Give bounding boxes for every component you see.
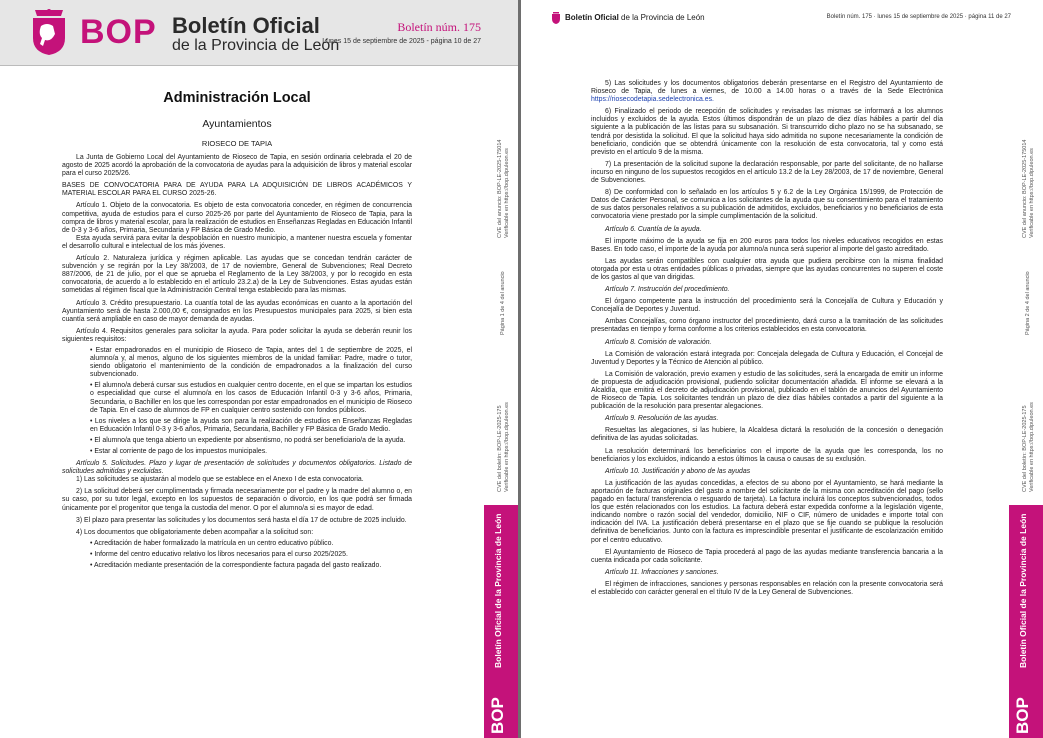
article-9-title: Artículo 9. Resolución de las ayudas. bbox=[605, 415, 719, 423]
sede-electronica-link[interactable]: https://riosecodetapia.sedelectronica.es. bbox=[591, 96, 714, 104]
article-5-item-6: 6) Finalizado el periodo de recepción de solicitudes y revisadas las mismas se informará a los alumnos incluidos y excluidos de la ayuda. Estos últimos dispondrán de un plazo de diez días hábiles a partir del día siguiente a la publicación de las listas para su subsanación. Si transcurrido dicho plazo no se ha subsanado, se tendrá por desistida la solicitud. El que la solicitud haya sido admitida no supone necesariamente la condición de beneficiario, condición que se obtendrá únicamente con la resolución de esta convocatoria, tal y como está previsto en el artículo 9 de la misma. bbox=[591, 108, 943, 156]
list-item: • Estar al corriente de pago de los impuestos municipales. bbox=[90, 448, 268, 455]
list-item: • El alumno/a que tenga abierto un expediente por absentismo, no podrá ser beneficiario/a de la ayuda. bbox=[90, 436, 406, 444]
list-item: • Los niveles a los que se dirige la ayuda son para la realización de estudios en Enseñanzas Regladas en Educación Infantil 0-3 y 3-6 años, Primaria, Secundaria, Bachiller y FP Básica de Grado Medio. bbox=[90, 417, 412, 433]
article-5-item-5: 5) Las solicitudes y los documentos obligatorios deberán presentarse en el Registro del Ayuntamiento de Rioseco de Tapia, de lunes a viernes, de 10.00 a 14.00 horas o a través de la Sede Electrónica https://riosecodetapia.sedelectronica.es. bbox=[591, 80, 943, 104]
article-11-text: El régimen de infracciones, sanciones y personas responsables en relación con la presente convocatoria será el establecido con carácter general en el título IV de la Ley General de Subvenciones. bbox=[591, 580, 943, 596]
bulletin-title-small: Boletín Oficial de la Provincia de León bbox=[565, 13, 705, 22]
intro-paragraph: La Junta de Gobierno Local del Ayuntamiento de Rioseco de Tapia, en sesión ordinaria celebrada el 20 de agosto de 2025 acordó la aprobación de la convocatoria de ayudas para la adquisición de libros y material escolar para el curso 2025/26. bbox=[62, 154, 412, 178]
brand-strip-bop: BOP bbox=[488, 697, 507, 734]
article-1-extra: Esta ayuda servirá para evitar la despoblación en nuestro municipio, a mantener nuestra escuela y fomentar el desarrollo cultural e intelectual de los más jóvenes. bbox=[62, 234, 412, 250]
bulletin-number: Boletín núm. 175 bbox=[397, 20, 481, 34]
section-heading: Administración Local bbox=[163, 90, 311, 106]
bop-logo-text: BOP bbox=[80, 13, 157, 51]
verification-link[interactable]: Verificable en https://bop.dipuleon.es bbox=[1029, 402, 1035, 492]
page-header-small bbox=[551, 12, 1011, 26]
leon-crest-logo bbox=[551, 12, 561, 24]
article-5-item: 4) Los documentos que obligatoriamente deben acompañar a la solicitud son: bbox=[76, 528, 314, 536]
article-6-text: El importe máximo de la ayuda se fija en 200 euros para todos los niveles educativos recogidos en estas Bases. En todo caso, el importe de la ayuda por alumno/a nunca será superior al importe del gasto acreditado. bbox=[591, 237, 943, 253]
list-item: • Informe del centro educativo relativo los libros necesarios para el curso 2025/2025. bbox=[90, 550, 348, 558]
list-item: • Estar empadronados en el municipio de Rioseco de Tapia, antes del 1 de septiembre de 2025, el alumno/a y, al menos, alguno de los siguientes miembros de la unidad familiar: Padre, madre o tutor, siendo obligatorio el mantenimiento de la condición de empadronados a la finalización del curso subvencionado. bbox=[90, 346, 412, 379]
document-page-1 bbox=[0, 0, 518, 738]
subsection-heading: Ayuntamientos bbox=[202, 118, 272, 130]
cve-anuncio: CVE del anuncio: BOP-LE-2025-175014 bbox=[497, 139, 503, 238]
brand-strip-text: Boletín Oficial de la Provincia de León bbox=[493, 513, 503, 668]
article-5-item: 1) Las solicitudes se ajustarán al modelo que se establece en el Anexo I de esta convocatoria. bbox=[76, 476, 364, 484]
article-2: Artículo 2. Naturaleza jurídica y régimen aplicable. Las ayudas que se concedan tendrán carácter de subvención y se regirán por la Ley 38/2003, de 17 de noviembre, General de Subvenciones; Real Decreto 887/2006, de 21 de julio, por el que se aprueba el Reglamento de la Ley 38/2003, y por lo recogido en esta convocatoria, de acuerdo a lo establecido en el artículo 23.2.a) de la Ley de Subvenciones. Estas ayudas están sometidas al régimen fiscal que la Administración Central tenga establecido para las mismas. bbox=[62, 255, 412, 295]
bulletin-meta: Boletín núm. 175 · lunes 15 de septiembre de 2025 · página 11 de 27 bbox=[826, 14, 1011, 20]
article-10-text: El Ayuntamiento de Rioseco de Tapia procederá al pago de las ayudas mediante transferencia bancaria a la cuenta indicada por cada solicitante. bbox=[591, 548, 943, 564]
article-7-title: Artículo 7. Instrucción del procedimiento. bbox=[605, 286, 730, 294]
page-1-side-margin bbox=[484, 0, 518, 738]
cve-boletin: CVE del boletín: BOP-LE-2025-175 bbox=[1022, 405, 1028, 492]
leon-crest-logo bbox=[27, 8, 71, 56]
bulletin-title: Boletín Oficial bbox=[172, 13, 320, 38]
page-of-notice: Página 2 de 4 del anuncio bbox=[1025, 271, 1031, 335]
cve-anuncio: CVE del anuncio: BOP-LE-2025-175014 bbox=[1022, 139, 1028, 238]
brand-strip-text: Boletín Oficial de la Provincia de León bbox=[1018, 513, 1028, 668]
article-5-title: Artículo 5. Solicitudes. Plazo y lugar de presentación de solicitudes y documentos obligatorios. Listado de solicitudes admitidas y excluidas. bbox=[62, 460, 412, 476]
article-7-text: El órgano competente para la instrucción del procedimiento será la Concejalía de Cultura y Educación y Concejalía de Deportes y Juventud. bbox=[591, 298, 943, 314]
bases-title: BASES DE CONVOCATORIA PARA DE AYUDA PARA LA ADQUISICIÓN DE LIBROS ACADÉMICOS Y MATERIAL ESCOLAR PARA EL CURSO 2025-26. bbox=[62, 182, 412, 198]
article-8-title: Artículo 8. Comisión de valoración. bbox=[605, 338, 712, 346]
verification-link[interactable]: Verificable en https://bop.dipuleon.es bbox=[504, 148, 510, 238]
verification-link[interactable]: Verificable en https://bop.dipuleon.es bbox=[504, 402, 510, 492]
bulletin-date: Lunes 15 de septiembre de 2025 - página 10 de 27 bbox=[322, 38, 481, 45]
article-10-title: Artículo 10. Justificación y abono de las ayudas bbox=[605, 467, 751, 475]
requirements-list bbox=[90, 347, 412, 456]
article-4: Artículo 4. Requisitos generales para solicitar la ayuda. Para poder solicitar la ayuda se deberán reunir los siguientes requisitos: bbox=[62, 327, 412, 343]
article-6-title: Artículo 6. Cuantía de la ayuda. bbox=[605, 225, 702, 233]
article-9-text: Resueltas las alegaciones, si las hubiere, la Alcaldesa dictará la resolución de la concesión o denegación definitiva de las ayudas solicitadas. bbox=[591, 427, 943, 443]
entity-heading: RIOSECO DE TAPIA bbox=[201, 139, 273, 148]
article-11-title: Artículo 11. Infracciones y sanciones. bbox=[605, 568, 719, 576]
bulletin-subtitle: de la Provincia de León bbox=[172, 37, 340, 54]
list-item: • El alumno/a deberá cursar sus estudios en cualquier centro docente, en el que se impartan los estudios o especialidad que curse el alumno/a en los casos de Educación Infantil 0-3 y 3-6 años, Primaria, Secundaria, o Bachiller en los que les correspondan por estar empadronados en el municipio de Rioseco de Tapia. En el caso de alumnos de FP en cualquier centro sostenido con fondos públicos. bbox=[90, 382, 412, 414]
article-9-text: La resolución determinará los beneficiarios con el importe de la ayuda que les corresponda, los no beneficiarios y los excluidos, indicando a estos últimos la causa o causas de su exclusión. bbox=[591, 447, 943, 463]
page-2-body bbox=[591, 80, 943, 597]
article-3: Artículo 3. Crédito presupuestario. La cuantía total de las ayudas económicas en cuanto a la aportación del Ayuntamiento será de hasta 2.000,00 €, consignados en los Presupuestos municipales para 2025, si bien esta cuantía será ampliable en caso de mayor demanda de ayudas. bbox=[62, 299, 412, 323]
documents-list bbox=[90, 540, 412, 570]
document-page-2 bbox=[521, 0, 1043, 738]
article-10-text: La justificación de las ayudas concedidas, a efectos de su abono por el Ayuntamiento, se hará mediante la aportación de facturas originales del gasto a nombre del solicitante de la misma con acreditación del pago (sello pagado en factura/ transferencia o resguardo de tarjeta). La factura incluirá los conceptos subvencionados, todos los que estén relacionados con los estudios. La factura deberá estar expedida conforme a la legislación vigente, indicando nombre o razón social del vendedor, domicilio, NIF o CIF, número de unidades e importe total con indicación del IVA. La justificación deberá presentarse en el plazo que se fije cuando se publique la resolución definitiva de beneficiarios. Junto con la factura es imprescindible presentar el justificante de escolarización emitido por el centro educativo. bbox=[591, 479, 943, 544]
verification-link[interactable]: Verificable en https://bop.dipuleon.es bbox=[1029, 148, 1035, 238]
article-8-text: La Comisión de valoración estará integrada por: Concejala delegada de Cultura y Educación, el Concejal de Juventud y Deportes y la Técnico de Atención al público. bbox=[591, 350, 943, 366]
page-2-side-margin bbox=[1009, 0, 1043, 738]
article-1: Artículo 1. Objeto de la convocatoria. Es objeto de esta convocatoria conceder, en régimen de concurrencia competitiva, ayuda de estudios para el curso 2025-26 por parte del Ayuntamiento de Rioseco de Tapia, para la compra de libros y material escolar, para la realización de estudios en Enseñanzas Regladas en Educación Infantil de 0-3 y 3-6 años, Primaria, Secundaria y FP Básica de Grado Medio. bbox=[62, 202, 412, 234]
page-of-notice: Página 1 de 4 del anuncio bbox=[500, 271, 506, 335]
cve-boletin: CVE del boletín: BOP-LE-2025-175 bbox=[497, 405, 503, 492]
page-header bbox=[0, 0, 518, 66]
list-item: • Acreditación mediante presentación de la correspondiente factura pagada del gasto realizado. bbox=[90, 562, 382, 570]
article-5-item: 3) El plazo para presentar las solicitudes y los documentos será hasta el día 17 de octubre de 2025 incluido. bbox=[76, 516, 407, 524]
article-5-item: 2) La solicitud deberá ser cumplimentada y firmada necesariamente por el padre y la madre del alumno o, en su caso, por su tutor legal, excepto en los supuestos de separación o divorcio, en los que podrá ser firmada únicamente por el progenitor que tenga la custodia del menor. O por el alumno/a si es mayor de edad. bbox=[62, 488, 412, 512]
list-item: • Acreditación de haber formalizado la matrícula en un centro educativo público. bbox=[90, 539, 334, 547]
article-7-text: Ambas Concejalías, como órgano instructor del procedimiento, dará curso a la tramitación de las solicitudes presentadas en tiempo y forma conforme a los criterios establecidos en esta convocatoria. bbox=[591, 318, 943, 334]
article-8-text: La Comisión de valoración, previo examen y estudio de las solicitudes, será la encargada de emitir un informe de propuesta de adjudicación provisional, pudiendo solicitar documentación añadida. El informe se elevará a la Alcaldía, que emitirá el decreto de adjudicación provisional, publicado en el tablón de anuncios del Ayuntamiento de Rioseco de Tapia. Los solicitantes tendrán un plazo de diez días hábiles contados a partir del siguiente a la publicación de la resolución para presentar alegaciones. bbox=[591, 370, 943, 411]
brand-strip-bop: BOP bbox=[1013, 697, 1032, 734]
page-1-body bbox=[62, 90, 412, 570]
article-5-item-7: 7) La presentación de la solicitud supone la declaración responsable, por parte del solicitante, de no hallarse incurso en ninguno de los supuestos recogidos en el artículo 13.2 de la Ley 28/2003, de 17 de noviembre, General de Subvenciones. bbox=[591, 160, 943, 185]
article-5-item-8: 8) De conformidad con lo señalado en los artículos 5 y 6.2 de la Ley Orgánica 15/1999, de Protección de Datos de Carácter Personal, se comunica a los solicitantes de la ayuda que su consentimiento para el tratamiento de sus datos personales relativos a su publicación de admitidos, excluidos, beneficiarios y no beneficiarios de esta convocatoria viene prestado por la simple cumplimentación de la solicitud. bbox=[591, 189, 943, 221]
article-6-text: Las ayudas serán compatibles con cualquier otra ayuda que pudiera percibirse con la misma finalidad otorgada por esta u otras entidades públicas o privadas, siempre que las ayudas concurrentes no superen el coste de los gastos al que van dirigidas. bbox=[591, 257, 943, 281]
